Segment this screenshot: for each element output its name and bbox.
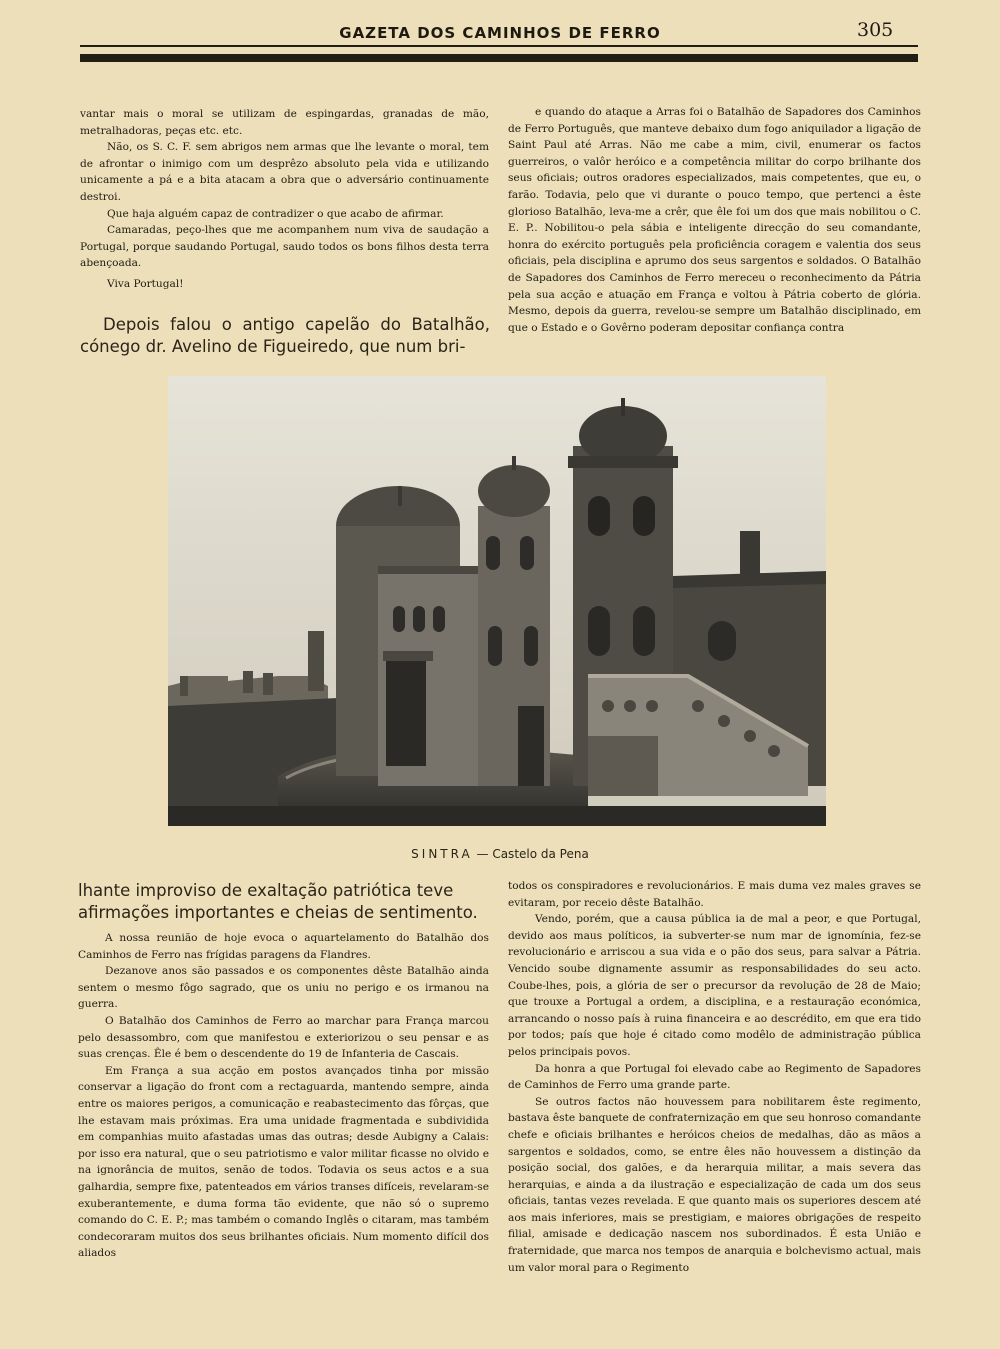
paragraph: e quando do ataque a Arras foi o Batalhão de Sapadores dos Caminhos de Ferro Português, que manteve debaixo dum fogo aniquilador a ligação de Saint Paul até Arras. Não me cabe a mim, civil, enumerar os factos guerreiros, o valôr heróico e a competência militar do corpo brilhante dos seus oficiais; outros oradores especializados, mais competentes, que eu, o farão. Todavia, pelo que vi durante o pouco tempo, que pertenci a êste glorioso Batalhão, leva-me a crêr, que êle foi um dos que mais nobilitou o C. E. P.. Nobilitou-o pela sábia e inteligente direcção do seu comandante, honra do exército português pela proficiência coragem e valentia dos seus oficiais, pela disciplina e aprumo dos seus sargentos e soldados. O Batalhão de Sapadores dos Caminhos de Ferro mereceu o reconhecimento da Pátria pela sua acção e atuação em França e voltou à Pátria coberto de glória. Mesmo, depois da guerra, revelou-se sempre um Batalhão disciplinado, em que o Estado e o Govêrno poderam depositar confiança contra [508,106,921,334]
paragraph: A nossa reunião de hoje evoca o aquartelamento do Batalhão dos Caminhos de Ferro nas frígidas paragens da Flandres. [78,932,489,961]
page-number: 305 [857,19,894,41]
lead-paragraph-top: Depois falou o antigo capelão do Batalhão, cónego dr. Avelino de Figueiredo, que num bri- [80,315,490,356]
paragraph: Viva Portugal! [107,277,184,290]
caption-subject: Castelo da Pena [492,847,589,861]
castle-photo [168,376,826,826]
photo-caption [0,847,1000,861]
paragraph: Camaradas, peço-lhes que me acompanhem num viva de saudação a Portugal, porque saudando Portugal, saudo todos os bons filhos desta terra abençoada. [80,224,489,270]
column-bottom-right [508,878,921,1276]
paragraph: Em França a sua acção em postos avançados tinha por missão conservar a ligação do front com a rectaguarda, mantendo sempre, ainda entre os maiores perigos, a comunicação e reabastecimento das fôrças, que lhe estavam mais próximas. Era uma unidade fragmentada e subdividida em companhias muito afastadas umas das outras; desde Aubigny a Calais: por isso era natural, que o seu patriotismo e valor militar ficasse no olvido e na ignorância de muitos, senão de todos. Todavia os seus actos e a sua galhardia, sempre fixe, patenteados em vários transes difíceis, revelaram-se exuberantemente, e duma forma tão evidente, que não só o supremo comando do C. E. P.; mas também o comando Inglês o citaram, mas também condecoraram muitos dos seus brilhantes oficiais. Num momento difícil dos aliados [78,1064,489,1260]
column-bottom-left [78,930,489,1262]
paragraph: Vendo, porém, que a causa pública ia de mal a peor, e que Portugal, devido aos maus políticos, ia subverter-se num mar de ignomínia, fez-se revolucionário e arriscou a sua vida e o pão dos seus, para salvar a Pátria. Vencido soube dignamente assumir as responsabilidades do seu acto. Coube-lhes, pois, a glória de ser o precursor da revolução de 28 de Maio; que trouxe a Portugal a ordem, a disciplina, e a restauração económica, arrancando o nosso país à ruina financeira e ao descrédito, em que era tido por todos; país que hoje é citado como modêlo de administração pública pelos principais povos. [508,913,921,1058]
header-rule-thick [80,54,918,62]
column-top-left [80,106,489,293]
running-header-title: GAZETA DOS CAMINHOS DE FERRO [339,24,661,42]
paragraph: Que haja alguém capaz de contradizer o que acabo de afirmar. [107,207,444,220]
paragraph: todos os conspiradores e revolucionários. E mais duma vez males graves se evitaram, por receio dêste Batalhão. [508,880,921,909]
paragraph: Da honra a que Portugal foi elevado cabe ao Regimento de Sapadores de Caminhos de Ferro uma grande parte. [508,1062,921,1092]
paragraph: Dezanove anos são passados e os componentes dêste Batalhão ainda sentem o mesmo fôgo sagrado, que os uniu no perigo e os irmanou na guerra. [78,965,489,1011]
caption-place: SINTRA [411,847,473,861]
header-rule-thin [80,45,918,47]
caption-dash: — [472,847,493,861]
paragraph: Não, os S. C. F. sem abrigos nem armas que lhe levante o moral, tem de afrontar o inimigo com um desprêzo absoluto pela vida e utilizando unicamente a pá e a bita atacam a obra que o adversário continuamente destroi. [80,141,489,203]
paragraph: Se outros factos não houvessem para nobilitarem êste regimento, bastava êste banquete de confraternização em que seu honroso comandante chefe e oficiais brilhantes e heróicos cheios de medalhas, dão as mãos a sargentos e soldados, como, se entre êles não houvessem a distinção da posição social, dos galões, e da herarquia militar, a mais severa das herarquias, e ainda a da ilustração e especialização de cada um dos seus oficiais, tantas vezes revelada. E que quanto mais os superiores descem até aos mais inferiores, mais se prestigiam, e maiores obrigações de respeito filial, amisade e dedicação nascem nos subordinados. É esta União e fraternidade, que marca nos tempos de anarquia e bolchevismo actual, mais um valor moral para o Regimento [508,1095,921,1274]
lead-paragraph-bottom: lhante improviso de exaltação patriótica teve afirmações importantes e cheias de sentimento. [78,881,478,922]
paragraph: vantar mais o moral se utilizam de espingardas, granadas de mão, metralhadoras, peças etc. etc. [80,108,489,137]
column-top-right [508,104,921,336]
paragraph: O Batalhão dos Caminhos de Ferro ao marchar para França marcou pelo desassombro, com que manifestou e exteriorizou o seu pensar e as suas crenças. Êle é bem o descendente do 19 de Infanteria de Cascais. [78,1014,489,1061]
